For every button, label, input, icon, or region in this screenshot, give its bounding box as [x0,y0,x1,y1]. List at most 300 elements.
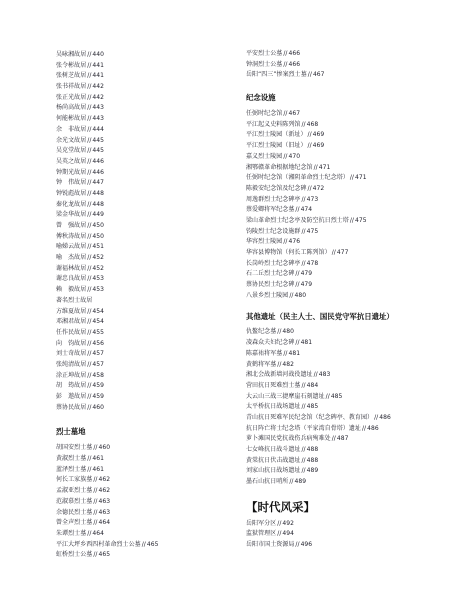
entry-title: 刘士奇故居 [56,350,87,358]
entry-separator: // [283,349,288,357]
entry-title: 虹桥烈士公墓 [56,551,93,559]
entry-separator: // [283,238,288,246]
entry-separator: // [87,200,92,208]
entry-title: 华容烈士陵园 [246,238,283,246]
entry-page-number: 485 [306,403,319,411]
entry-separator: // [301,227,306,235]
entry-page-number: 479 [300,270,313,278]
entry-separator: // [283,152,288,160]
entry-title: 张令彬故居 [56,61,87,69]
entry-title: 岳阳军分区 [246,519,277,527]
entry-title: 蔡协民烈士纪念碑 [246,281,295,289]
entry-title: 何能彬故居 [56,115,87,123]
toc-entry [246,392,446,403]
entry-page-number: 455 [92,328,105,336]
entry-separator: // [307,71,312,79]
toc-entry [246,259,446,270]
entry-page-number: 450 [92,232,105,240]
entry-separator: // [283,110,288,118]
entry-page-number: 447 [92,179,105,187]
toc-entry [56,210,242,221]
toc-entry [56,371,242,382]
entry-separator: // [277,519,282,527]
toc-entry [56,307,242,318]
toc-entry [56,61,242,72]
toc-entry [246,70,446,81]
entry-separator: // [289,478,294,486]
entry-separator: // [301,120,306,128]
entry-title: 平江烈士陵园（新址） [246,131,307,139]
toc-entry [56,146,242,157]
toc-entry [56,497,242,508]
entry-separator: // [301,259,306,267]
toc-entry [246,216,446,227]
entry-page-number: 443 [92,104,105,112]
entry-separator: // [87,403,92,411]
entry-separator: // [87,72,92,80]
entry-separator: // [277,530,282,538]
right-column [246,49,446,551]
entry-separator: // [295,270,300,278]
entry-page-number: 444 [92,125,105,133]
toc-entry [246,360,446,371]
entry-separator: // [349,174,355,182]
entry-page-number: 479 [300,281,313,289]
entry-title: 杨尚高故居 [56,104,87,112]
entry-title: 华容县博物馆（何长工陈列馆） [246,249,331,256]
entry-page-number: 460 [92,403,105,411]
entry-separator: // [87,455,92,463]
entry-separator: // [93,519,98,527]
subsection-heading: 著名烈士故居 [56,296,93,304]
entry-page-number: 464 [92,529,105,537]
entry-page-number: 486 [379,413,391,421]
toc-entry [56,550,242,561]
entry-separator: // [93,497,98,505]
entry-page-number: 489 [294,478,307,486]
entry-separator: // [277,360,282,368]
entry-separator: // [87,147,92,155]
toc-entry [56,349,242,360]
entry-separator: // [87,382,92,390]
entry-page-number: 484 [306,381,319,389]
toc-entry [246,540,446,551]
entry-separator: // [87,275,92,283]
toc-entry [246,456,446,467]
entry-title: 凌森众夫妇纪念碑 [246,339,295,347]
toc-entry [246,130,446,141]
toc-entry [56,274,242,285]
entry-title: 刘家山抗日战场遗址 [246,467,301,475]
toc-entry [246,141,446,152]
entry-separator: // [301,403,306,411]
entry-separator: // [87,83,92,91]
toc-entry [56,264,242,275]
toc-entry [56,465,242,476]
entry-title: 监狱管理区 [246,530,277,538]
toc-entry [246,109,446,120]
toc-entry [246,152,446,163]
toc-entry [56,392,242,403]
entry-title: 平江烈士陵园（旧址） [246,142,307,150]
toc-entry [246,49,446,60]
entry-page-number: 481 [288,349,301,357]
entry-title: 岳阳市国土资源局 [246,541,295,549]
entry-separator: // [87,125,92,133]
entry-page-number: 473 [306,195,319,203]
entry-separator: // [295,339,300,347]
toc-entry [246,434,446,445]
entry-separator: // [87,136,92,144]
entry-separator: // [313,163,318,171]
entry-title: 梁山革命烈士纪念亭及防空抗日烈士塔 [246,216,349,224]
entry-page-number: 457 [92,360,105,368]
entry-title: 墨石山抗日哨所 [246,478,289,486]
entry-page-number: 441 [92,72,105,80]
entry-separator: // [87,360,92,368]
toc-entry [56,232,242,243]
entry-list-cemeteries-cont [246,49,446,81]
entry-title: 八景乡烈士陵园 [246,291,289,299]
toc-entry [246,519,446,530]
entry-title: 陈嘉祐将军墓 [246,349,283,357]
entry-page-number: 466 [288,60,301,68]
section-heading-cemeteries: 烈士墓地 [56,427,86,437]
entry-separator: // [295,281,300,289]
toc-entry [246,205,446,216]
entry-separator: // [307,142,312,150]
toc-entry [246,413,446,424]
entry-page-number: 452 [92,264,105,272]
entry-separator: // [87,350,92,358]
entry-page-number: 461 [92,455,105,463]
toc-entry [56,189,242,200]
entry-page-number: 441 [92,61,105,69]
entry-title: 赖 毅故居 [56,286,87,294]
entry-separator: // [87,307,92,315]
entry-title: 范淑慕烈士墓 [56,497,93,505]
entry-title: 邓湘君故居 [56,318,87,326]
toc-entry [246,424,446,435]
entry-list-martyr-residences [56,307,242,414]
entry-page-number: 440 [92,51,105,58]
entry-page-number: 475 [306,227,319,235]
entry-title: 余 非故居 [56,125,87,133]
entry-separator: // [87,51,92,58]
entry-separator: // [87,115,92,123]
entry-separator: // [301,381,306,389]
entry-separator: // [307,131,312,139]
toc-entry [56,403,242,414]
entry-page-number: 445 [92,147,105,155]
entry-page-number: 459 [92,393,105,400]
entry-page-number: 445 [92,136,105,144]
entry-list-era [246,519,446,551]
entry-separator: // [87,529,92,537]
entry-title: 黄鹤将军墓 [246,360,277,368]
entry-page-number: 453 [92,275,105,283]
toc-entry [56,71,242,82]
entry-page-number: 492 [282,519,295,527]
entry-page-number: 496 [300,541,313,549]
entry-title: 曾 强故居 [56,222,87,229]
entry-title: 青山抗日死难军民纪念馆（纪念碑亭、教育园） [246,413,374,421]
entry-page-number: 480 [294,291,307,299]
toc-entry [246,370,446,381]
entry-title: 方维夏故居 [56,307,87,315]
entry-title: 周逸群烈士纪念碑亭 [246,195,301,203]
entry-page-number: 486 [367,424,379,432]
entry-title: 谢福林故居 [56,264,87,272]
toc-entry [56,168,242,179]
toc-entry [246,477,446,488]
entry-title: 大云山三战三捷摩崖石刻遗址 [246,392,325,400]
toc-entry [246,120,446,131]
entry-title: 喻 杰故居 [56,254,87,262]
entry-title: 平安烈士公墓 [246,50,283,57]
entry-page-number: 467 [288,110,301,118]
entry-page-number: 481 [300,339,313,347]
toc-entry [56,136,242,147]
entry-title: 胡国安烈士墓 [56,444,93,452]
entry-title: 谢忠良故居 [56,275,87,283]
entry-separator: // [87,318,92,326]
entry-page-number: 452 [92,254,105,262]
entry-title: 黄淑烈士墓 [56,455,87,463]
entry-page-number: 461 [92,465,105,473]
entry-page-number: 459 [92,382,105,390]
entry-list-memorials [246,109,446,301]
toc-entry [246,163,446,174]
entry-title: 任弼时纪念馆（湘阴革命烈士纪念塔） [246,174,349,182]
entry-separator: // [87,168,92,176]
entry-title: 余光文故居 [56,136,87,144]
entry-page-number: 465 [98,551,111,559]
entry-page-number: 469 [312,131,325,139]
entry-separator: // [289,291,294,299]
toc-entry [246,184,446,195]
entry-page-number: 466 [288,50,301,57]
entry-separator: // [93,487,98,495]
toc-entry [56,285,242,296]
toc-entry [246,466,446,477]
entry-page-number: 488 [306,456,319,464]
entry-separator: // [87,465,92,473]
entry-title: 钟锐彪故居 [56,189,87,197]
entry-separator: // [87,264,92,272]
entry-page-number: 446 [92,157,105,165]
entry-page-number: 478 [306,259,319,267]
entry-page-number: 442 [92,83,105,91]
toc-entry [56,529,242,540]
toc-entry [56,381,242,392]
entry-title: 吴咏湘故居 [56,51,87,58]
toc-entry [56,50,242,61]
toc-entry [56,317,242,328]
toc-entry [246,402,446,413]
entry-page-number: 462 [98,476,111,484]
entry-title: 钧陵烈士纪念设施群 [246,227,301,235]
entry-page-number: 489 [306,467,319,475]
toc-entry [246,237,446,248]
entry-separator: // [87,222,92,229]
toc-entry [56,454,242,465]
entry-title: 涂正坤故居 [56,371,87,379]
entry-title: 仇鳌纪念墓 [246,328,277,336]
entry-page-number: 474 [300,206,313,214]
toc-entry [246,269,446,280]
toc-entry [56,508,242,519]
entry-separator: // [301,195,306,203]
entry-separator: // [87,371,92,379]
entry-page-number: 477 [336,249,349,256]
entry-title: 湘鄂赣革命根据地纪念馆 [246,163,313,171]
entry-title: 湘北会战新墙河战役遗址 [246,371,313,379]
entry-page-number: 462 [98,487,111,495]
entry-title: 钟 伟故居 [56,179,87,187]
entry-title: 钟洞烈士公墓 [246,60,283,68]
entry-page-number: 487 [336,435,349,443]
entry-title: 长岗岭烈士纪念碑亭 [246,259,301,267]
toc-entry [246,349,446,360]
toc-entry [56,221,242,232]
entry-title: 萝卜滩国民党抗战伤兵病殉难处 [246,435,331,443]
entry-title: 吴英之故居 [56,157,87,165]
toc-entry [56,253,242,264]
entry-separator: // [301,467,306,475]
entry-separator: // [87,328,92,336]
toc-entry [56,540,242,551]
entry-page-number: 451 [92,243,105,251]
entry-separator: // [307,184,312,192]
toc-entry [56,339,242,350]
section-heading-memorials: 纪念设施 [246,93,276,103]
entry-separator: // [349,216,355,224]
entry-separator: // [87,93,92,101]
entry-page-number: 483 [318,371,331,379]
entry-page-number: 446 [92,168,105,176]
entry-title: 任弼时纪念馆 [246,110,283,118]
entry-separator: // [374,413,379,421]
entry-separator: // [87,179,92,187]
toc-entry [56,486,242,497]
entry-page-number: 482 [282,360,295,368]
entry-separator: // [325,392,330,400]
entry-page-number: 442 [92,93,105,101]
entry-separator: // [331,249,336,256]
entry-separator: // [361,424,367,432]
entry-title: 喻娣云故居 [56,243,87,251]
entry-page-number: 456 [92,339,105,347]
entry-page-number: 476 [288,238,301,246]
entry-separator: // [301,456,306,464]
toc-entry [246,529,446,540]
entry-page-number: 465 [146,540,159,548]
toc-entry [56,475,242,486]
entry-page-number: 488 [306,446,319,453]
entry-list-cemeteries [56,443,242,561]
toc-entry [56,242,242,253]
entry-page-number: 469 [312,142,325,150]
entry-page-number: 480 [282,328,295,336]
entry-separator: // [277,328,282,336]
entry-title: 嘉义烈士陵园 [246,152,283,160]
entry-separator: // [313,371,318,379]
entry-separator: // [87,286,92,294]
toc-entry [56,518,242,529]
entry-page-number: 453 [92,286,105,294]
toc-entry [56,125,242,136]
toc-entry [246,338,446,349]
entry-separator: // [283,50,288,57]
entry-title: 蔡协民故居 [56,403,87,411]
entry-page-number: 485 [330,392,343,400]
toc-entry [246,280,446,291]
toc-entry [246,195,446,206]
entry-page-number: 472 [312,184,325,192]
entry-separator: // [87,157,92,165]
toc-entry [246,445,446,456]
left-column [56,50,242,561]
toc-entry [246,60,446,71]
entry-page-number: 448 [92,200,105,208]
toc-entry [56,443,242,454]
entry-title: 营田抗日死难烈士墓 [246,381,301,389]
entry-title: 七女峰抗日战斗遗址 [246,446,301,453]
entry-separator: // [93,551,98,559]
entry-title: 张书祥故居 [56,83,87,91]
entry-separator: // [93,508,98,516]
entry-title: 向 钧故居 [56,339,87,347]
entry-title: 张树芝故居 [56,72,87,80]
toc-entry [246,381,446,392]
entry-page-number: 454 [92,318,105,326]
entry-page-number: 457 [92,350,105,358]
toc-entry [56,103,242,114]
entry-page-number: 454 [92,307,105,315]
entry-title: 岳阳“四三”惨案烈士墓 [246,71,307,79]
entry-title: 任作民故居 [56,328,87,336]
entry-title: 傅秋涛故居 [56,232,87,240]
entry-page-number: 471 [355,174,367,182]
toc-entry [56,200,242,211]
toc-entry [246,291,446,302]
toc-entry [56,157,242,168]
entry-title: 孟淑亚烈士墓 [56,487,93,495]
entry-separator: // [301,446,306,453]
entry-separator: // [331,435,336,443]
entry-title: 石二丘烈士纪念碑 [246,270,295,278]
entry-page-number: 494 [282,530,295,538]
toc-entry [56,93,242,104]
entry-page-number: 470 [288,152,301,160]
entry-title: 陈毅安纪念馆及纪念碑 [246,184,307,192]
entry-list-other-sites [246,327,446,487]
entry-separator: // [87,211,92,219]
entry-title: 彭 遨故居 [56,393,87,400]
entry-page-number: 464 [98,519,111,527]
toc-entry [246,173,446,184]
toc-entry [246,227,446,238]
entry-title: 蔡爱卿将军纪念墓 [246,206,295,214]
entry-separator: // [93,476,98,484]
toc-entry [246,327,446,338]
entry-title: 黄棠抗日伏击战遗址 [246,456,301,464]
entry-separator: // [295,206,300,214]
entry-page-number: 467 [312,71,325,79]
entry-separator: // [87,393,92,400]
entry-title: 钟期光故居 [56,168,87,176]
